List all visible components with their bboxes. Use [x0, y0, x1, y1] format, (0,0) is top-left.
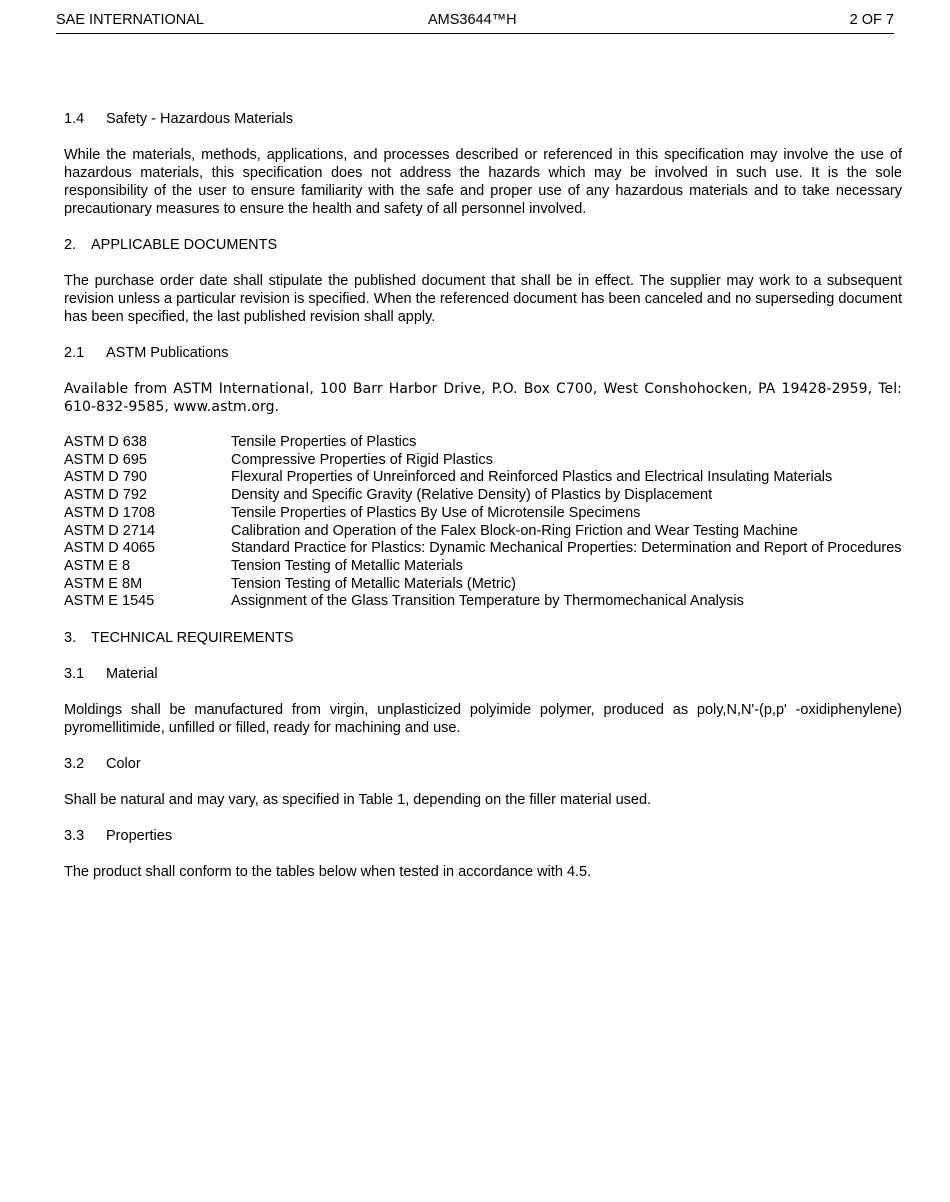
reference-code: ASTM D 1708 — [64, 504, 156, 521]
reference-row — [64, 593, 902, 611]
section-number: 3.2 — [64, 756, 85, 773]
section-3-1-paragraph: Moldings shall be manufactured from virgin, unplasticized polyimide polymer, produced as poly,N,N'-(p,p' -oxidiphenylene) pyromellitimide, unfilled or filled, ready for machining and use. — [64, 702, 902, 737]
page-header — [56, 11, 894, 34]
section-number: 3. — [64, 630, 77, 647]
reference-code: ASTM D 695 — [64, 451, 147, 468]
section-heading-1-4 — [64, 110, 902, 128]
reference-code: ASTM D 790 — [64, 469, 147, 486]
section-heading-3-1 — [64, 665, 902, 683]
reference-row — [64, 452, 902, 470]
section-heading-3-3 — [64, 827, 902, 845]
reference-row — [64, 469, 902, 487]
header-organization: SAE INTERNATIONAL — [56, 12, 204, 28]
section-2-1-paragraph: Available from ASTM International, 100 Barr Harbor Drive, P.O. Box C700, West Conshohocken, PA 19428-2959, Tel: 610-832-9585, www.astm.org. — [64, 381, 902, 415]
section-title: Safety - Hazardous Materials — [106, 111, 293, 127]
section-title: TECHNICAL REQUIREMENTS — [91, 630, 294, 647]
reference-title: Compressive Properties of Rigid Plastics — [231, 451, 493, 468]
reference-code: ASTM E 8 — [64, 557, 131, 574]
section-title: ASTM Publications — [106, 345, 229, 361]
section-number: 3.3 — [64, 828, 85, 845]
section-heading-2-1 — [64, 344, 902, 362]
section-title: Material — [106, 666, 158, 683]
section-number: 1.4 — [64, 111, 85, 127]
section-heading-2 — [64, 236, 902, 254]
reference-title: Tension Testing of Metallic Materials (Metric) — [231, 575, 516, 592]
section-3-2-paragraph: Shall be natural and may vary, as specified in Table 1, depending on the filler material used. — [64, 792, 652, 809]
header-page-number: 2 OF 7 — [849, 12, 894, 28]
reference-code: ASTM D 2714 — [64, 522, 156, 539]
reference-row — [64, 487, 902, 505]
section-1-4-paragraph: While the materials, methods, applications, and processes described or referenced in this specification may involve the use of hazardous materials, this specification does not address the hazards which may be involved in such use. It is the sole responsibility of the user to ensure familiarity with the safe and proper use of any hazardous materials and to take necessary precautionary measures to ensure the health and safety of all personnel involved. — [64, 147, 902, 217]
reference-title: Flexural Properties of Unreinforced and Reinforced Plastics and Electrical Insulating Materials — [231, 469, 833, 486]
section-3-3-paragraph: The product shall conform to the tables below when tested in accordance with 4.5. — [64, 864, 592, 881]
reference-title: Standard Practice for Plastics: Dynamic Mechanical Properties: Determination and Report of Procedures — [231, 540, 902, 557]
reference-code: ASTM D 792 — [64, 487, 147, 504]
reference-title: Tension Testing of Metallic Materials — [231, 557, 463, 574]
reference-row — [64, 540, 902, 558]
reference-code: ASTM D 638 — [64, 434, 147, 450]
reference-row — [64, 523, 902, 541]
section-number: 2.1 — [64, 345, 85, 361]
reference-title: Tensile Properties of Plastics — [231, 434, 417, 450]
section-heading-3 — [64, 629, 902, 647]
reference-list — [64, 434, 902, 611]
reference-title: Assignment of the Glass Transition Temperature by Thermomechanical Analysis — [231, 593, 744, 610]
section-title: APPLICABLE DOCUMENTS — [91, 237, 278, 253]
section-title: Color — [106, 756, 141, 773]
document-body — [64, 110, 902, 881]
section-number: 2. — [64, 237, 77, 253]
reference-title: Tensile Properties of Plastics By Use of Microtensile Specimens — [231, 504, 641, 521]
section-title: Properties — [106, 828, 173, 845]
reference-code: ASTM D 4065 — [64, 540, 156, 557]
section-2-paragraph: The purchase order date shall stipulate the published document that shall be in effect. The supplier may work to a subsequent revision unless a particular revision is specified. When the referenced document has been canceled and no superseding document has been specified, the last published revision shall apply. — [64, 273, 902, 325]
reference-code: ASTM E 1545 — [64, 593, 155, 610]
reference-title: Density and Specific Gravity (Relative Density) of Plastics by Displacement — [231, 487, 713, 504]
reference-row — [64, 434, 902, 452]
section-number: 3.1 — [64, 666, 85, 683]
section-heading-3-2 — [64, 755, 902, 773]
reference-row — [64, 505, 902, 523]
reference-title: Calibration and Operation of the Falex Block-on-Ring Friction and Wear Testing Machine — [231, 522, 798, 539]
reference-row — [64, 576, 902, 594]
reference-row — [64, 558, 902, 576]
header-document-number: AMS3644™H — [428, 12, 517, 28]
reference-code: ASTM E 8M — [64, 575, 143, 592]
